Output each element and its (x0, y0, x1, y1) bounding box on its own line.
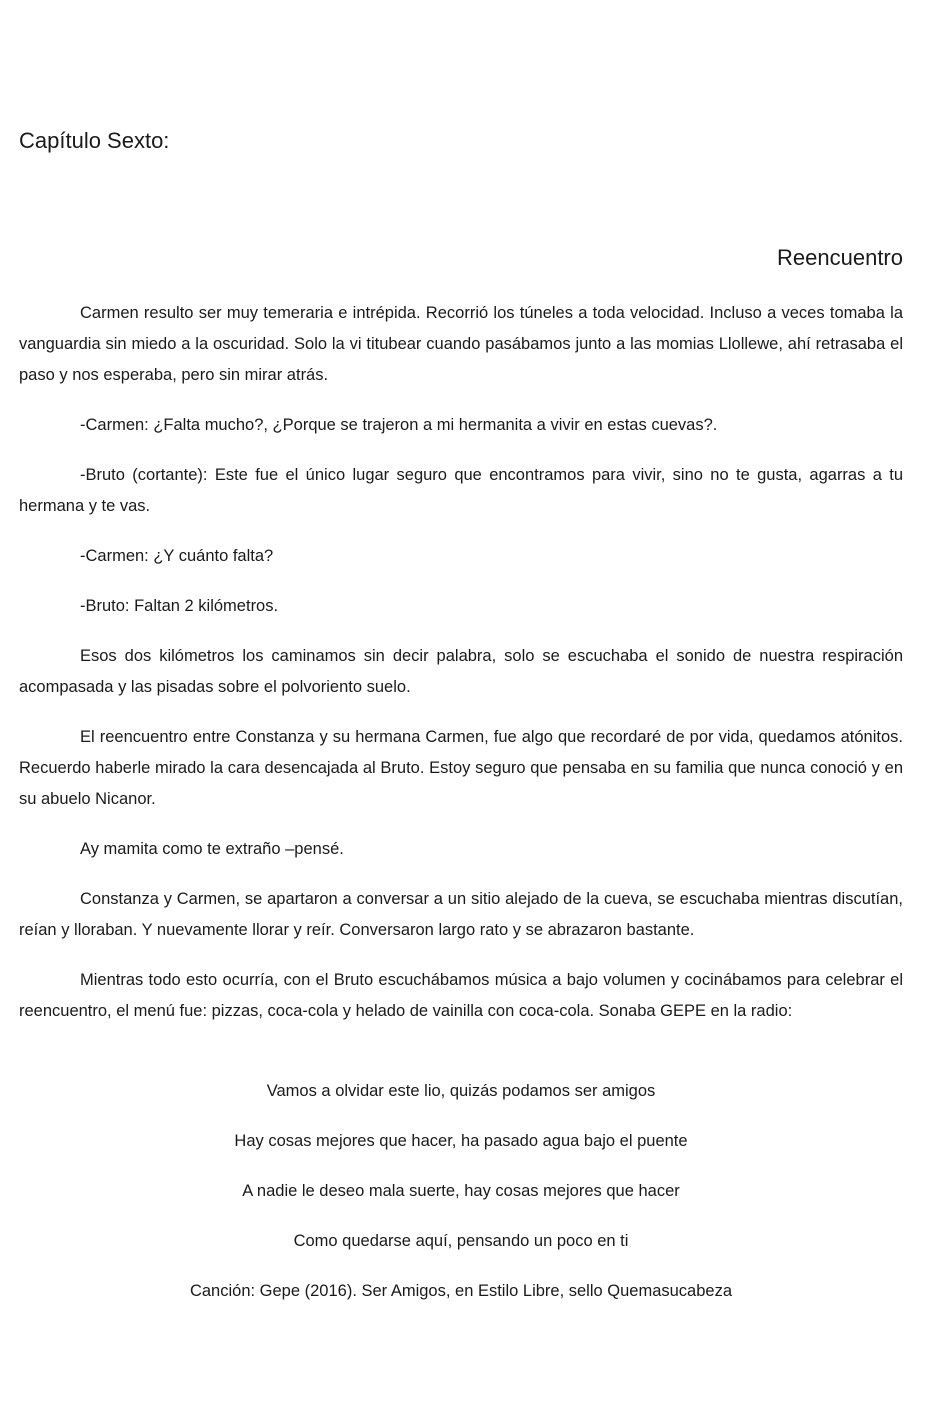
lyric-line: Como quedarse aquí, pensando un poco en ti (293, 1232, 629, 1250)
paragraph: Esos dos kilómetros los caminamos sin decir palabra, solo se escuchaba el sonido de nuestra respiración acompasada y las pisadas sobre el polvoriento suelo. (19, 647, 903, 696)
lyric-line: A nadie le deseo mala suerte, hay cosas mejores que hacer (242, 1182, 680, 1200)
chapter-title: Capítulo Sexto: (19, 128, 170, 153)
paragraph: Ay mamita como te extraño –pensé. (80, 840, 344, 858)
chapter-subtitle: Reencuentro (777, 245, 903, 270)
song-lyrics (19, 1076, 903, 1326)
body-text (19, 298, 903, 1046)
paragraph: -Bruto: Faltan 2 kilómetros. (80, 597, 279, 615)
paragraph: -Carmen: ¿Y cuánto falta? (80, 547, 274, 565)
paragraph: Constanza y Carmen, se apartaron a conversar a un sitio alejado de la cueva, se escuchaba mientras discutían, reían y lloraban. Y nuevamente llorar y reír. Conversaron largo rato y se abrazaron bastante. (19, 890, 903, 939)
paragraph: Mientras todo esto ocurría, con el Bruto escuchábamos música a bajo volumen y cocinábamos para celebrar el reencuentro, el menú fue: pizzas, coca-cola y helado de vainilla con coca-cola. Sonaba GEPE en la radio: (19, 971, 903, 1020)
paragraph: -Carmen: ¿Falta mucho?, ¿Porque se trajeron a mi hermanita a vivir en estas cuevas?. (80, 416, 718, 434)
lyric-line: Hay cosas mejores que hacer, ha pasado agua bajo el puente (234, 1132, 688, 1150)
song-citation: Canción: Gepe (2016). Ser Amigos, en Estilo Libre, sello Quemasucabeza (189, 1282, 733, 1300)
lyric-line: Vamos a olvidar este lio, quizás podamos ser amigos (266, 1082, 656, 1100)
paragraph: -Bruto (cortante): Este fue el único lugar seguro que encontramos para vivir, sino no te gusta, agarras a tu hermana y te vas. (19, 466, 903, 515)
paragraph: Carmen resulto ser muy temeraria e intrépida. Recorrió los túneles a toda velocidad. Incluso a veces tomaba la vanguardia sin miedo a la oscuridad. Solo la vi titubear cuando pasábamos junto a las momias Llollewe, ahí retrasaba el paso y nos esperaba, pero sin mirar atrás. (19, 304, 903, 384)
paragraph: El reencuentro entre Constanza y su hermana Carmen, fue algo que recordaré de por vida, quedamos atónitos. Recuerdo haberle mirado la cara desencajada al Bruto. Estoy seguro que pensaba en su familia que nunca conoció y en su abuelo Nicanor. (19, 728, 903, 808)
document-page (19, 0, 903, 1410)
